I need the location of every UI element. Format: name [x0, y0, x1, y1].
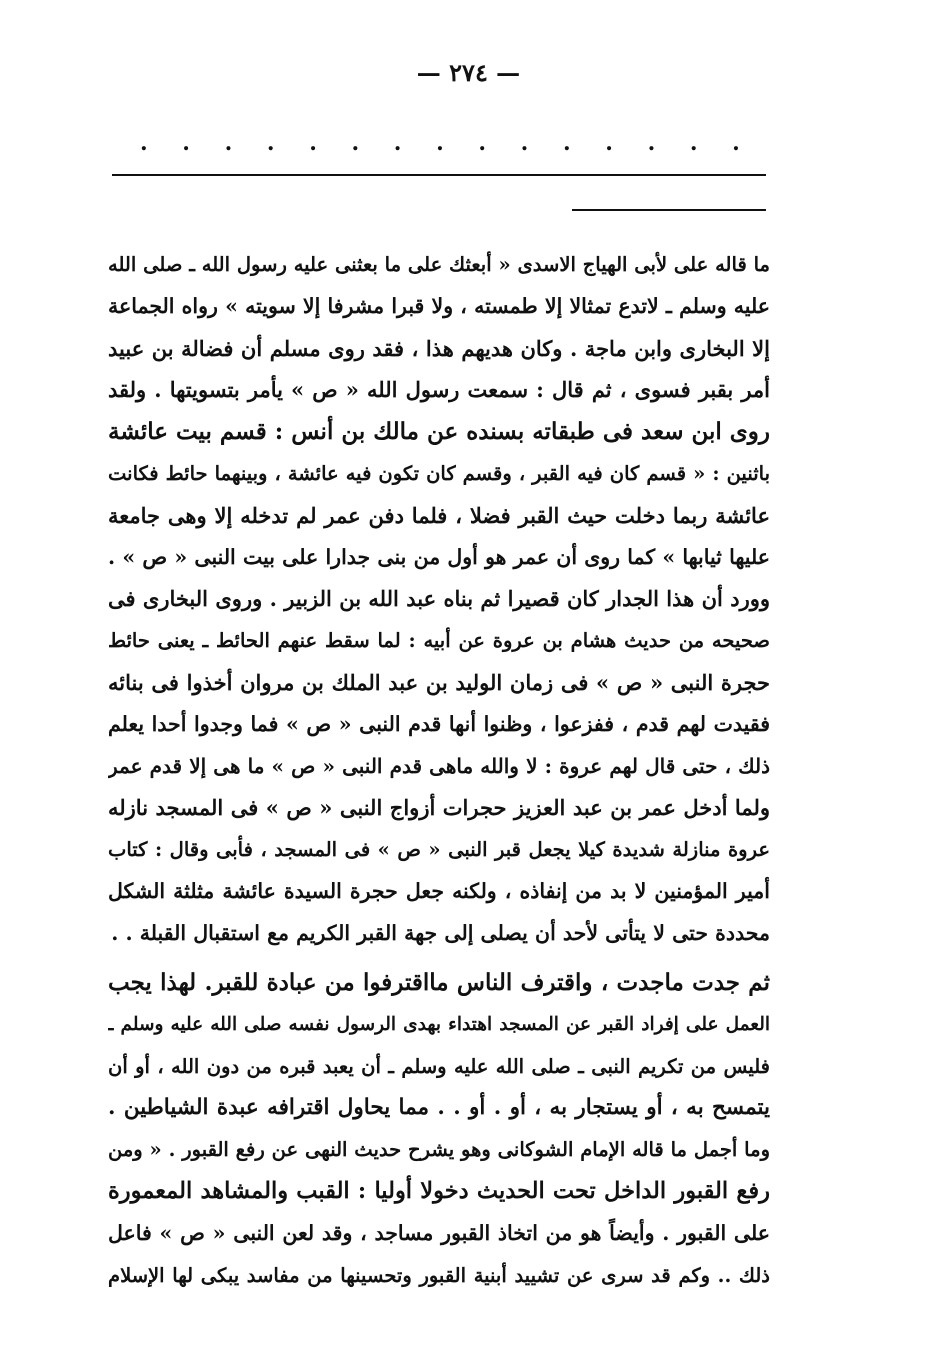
- dot: .: [224, 130, 233, 156]
- paragraph-2: [108, 962, 770, 1296]
- text-line: ولما أدخل عمر بن عبد العزيز حجرات أزواج النبى « ص » فى المسجد نازله: [108, 795, 770, 821]
- text-line: عليه وسلم ـ لاتدع تمثالا إلا طمسته ، ولا قبرا مشرفا إلا سويته » رواه الجماعة: [108, 293, 770, 318]
- text-line: أمر بقبر فسوى ، ثم قال : سمعت رسول الله « ص » يأمر بتسويتها . ولقد: [108, 377, 770, 403]
- text-line: فليس من تكريم النبى ـ صلى الله عليه وسلم ـ أن يعبد قبره من دون الله ، أو أن: [108, 1054, 770, 1078]
- text-line: رفع القبور الداخل تحت الحديث دخولا أوليا : القبب والمشاهد المعمورة: [108, 1177, 770, 1204]
- dot: .: [605, 130, 613, 156]
- horizontal-rule: [112, 174, 766, 176]
- text-line: يتمسح به ، أو يستجار به ، أو . أو . . مما يحاول اقترافه عبدة الشياطين .: [108, 1095, 770, 1121]
- dot: .: [689, 130, 698, 156]
- dot: .: [266, 130, 275, 156]
- ellipsis-dots-row: [140, 132, 740, 154]
- text-line: العمل على إفراد القبر عن المسجد اهتداء بهدى الرسول نفسه صلى الله عليه وسلم ـ: [108, 1013, 770, 1035]
- text-line: وورد أن هذا الجدار كان قصيرا ثم بناه عبد الله بن الزبير . وروى البخارى فى: [108, 586, 770, 612]
- text-line: عائشة ربما دخلت حيث القبر فضلا ، فلما دفن عمر لم تدخله إلا وهى جامعة: [108, 502, 770, 528]
- dot: .: [732, 130, 740, 156]
- text-line: على القبور . وأيضاً هو من اتخاذ القبور مساجد ، وقد لعن النبى « ص » فاعل: [108, 1220, 770, 1245]
- dot: .: [351, 130, 360, 156]
- text-line: حجرة النبى « ص » فى زمان الوليد بن عبد الملك بن مروان أخذوا فى بنائه: [108, 669, 770, 695]
- text-line: ذلك .. وكم قد سرى عن تشييد أبنية القبور وتحسينها من مفاسد يبكى لها الإسلام: [108, 1263, 770, 1287]
- short-rule: [572, 209, 766, 211]
- dot: .: [562, 130, 571, 156]
- text-line: عليها ثيابها » كما روى أن عمر هو أول من بنى جدارا على بيت النبى « ص » .: [108, 544, 770, 569]
- paragraph-1: [108, 244, 770, 955]
- page-number: — ٢٧٤ —: [416, 58, 521, 87]
- dot: .: [478, 130, 487, 156]
- text-line: محددة حتى لا يتأتى لأحد أن يصلى إلى جهة القبر الكريم مع استقبال القبلة . .: [111, 920, 770, 945]
- text-line: ذلك ، حتى قال لهم عروة : لا والله ماهى قدم النبى « ص » ما هى إلا قدم عمر: [108, 753, 770, 778]
- text-line: باثنين : « قسم كان فيه القبر ، وقسم كان تكون فيه عائشة ، وبينهما حائط فكانت: [108, 461, 770, 485]
- dot: .: [309, 130, 317, 156]
- dot: .: [140, 130, 148, 156]
- dot: .: [647, 130, 656, 156]
- text-line: وما أجمل ما قاله الإمام الشوكانى وهو يشرح حديث النهى عن رفع القبور . « ومن: [108, 1138, 770, 1162]
- text-line: صحيحه من حديث هشام بن عروة عن أبيه : لما سقط عنهم الحائط ـ يعنى حائط: [108, 629, 770, 653]
- text-line: ما قاله على لأبى الهياج الاسدى « أبعثك على ما بعثنى عليه رسول الله ـ صلى الله: [108, 253, 770, 276]
- dot: .: [182, 130, 190, 156]
- dot: .: [393, 130, 402, 156]
- text-line: ثم جدت ماجدت ، واقترف الناس مااقترفوا من عبادة للقبر. لهذا يجب: [108, 969, 770, 996]
- text-line: عروة منازلة شديدة كيلا يجعل قبر النبى « ص » فى المسجد ، فأبى وقال : كتاب: [108, 838, 770, 862]
- text-line: فقيدت لهم قدم ، ففزعوا ، وظنوا أنها قدم النبى « ص » فما وجدوا أحدا يعلم: [108, 711, 770, 736]
- dot: .: [436, 130, 444, 156]
- text-line: إلا البخارى وابن ماجة . وكان هديهم هذا ، فقد روى مسلم أن فضالة بن عبيد: [108, 335, 770, 361]
- text-line: روى ابن سعد فى طبقاته بسنده عن مالك بن أنس : قسم بيت عائشة: [108, 418, 770, 446]
- text-line: أمير المؤمنين لا بد من إنفاذه ، ولكنه جعل حجرة السيدة عائشة مثلثة الشكل: [108, 878, 770, 903]
- dot: .: [520, 130, 529, 156]
